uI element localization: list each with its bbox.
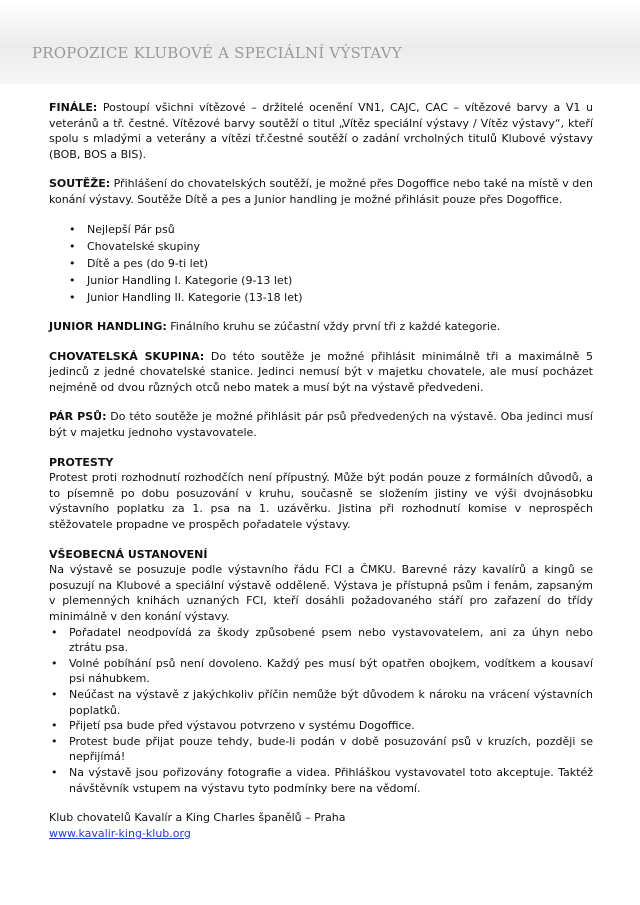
par-paragraph: [49, 409, 593, 440]
junior-paragraph: [49, 319, 593, 335]
list-item: • Přijetí psa bude před výstavou potvrzeno v systému Dogoffice.: [49, 718, 593, 734]
club-website-link[interactable]: www.kavalir-king-klub.org: [49, 826, 191, 840]
souteze-paragraph: [49, 176, 593, 207]
par-label: PÁR PSŮ:: [49, 410, 107, 424]
finale-paragraph: [49, 100, 593, 162]
finale-label: FINÁLE:: [49, 101, 98, 114]
finale-text: Postoupí všichni vítězové – držitelé ocenění VN1, CAJC, CAC – vítězové barvy a V1 u veteránů a tř. čestné. Vítězové barvy soutěží o titul „Vítěz speciální výstavy / Vítěz výstavy“, kteří spolu s mladými a veterány a vítězi tř.čestné soutěží o zadání vrcholných titulů Klubové výstavy (BOB, BOS a BIS).: [49, 101, 593, 161]
ustanoveni-heading: VŠEOBECNÁ USTANOVENÍ: [49, 547, 208, 561]
club-name: Klub chovatelů Kavalír a King Charles španělů – Praha: [49, 811, 346, 825]
ustanoveni-text: Na výstavě se posuzuje podle výstavního řádu FCI a ČMKU. Barevné rázy kavalírů a kingů se posuzují na Klubové a speciální výstavě odděleně. Výstava je přístupná psům i fenám, zapsaným v plemenných knihách uznaných FCI, kteří dosáhli požadovaného stáří pro zařazení do třídy minimálně v den konání výstavy.: [49, 563, 593, 623]
list-item: • Na výstavě jsou pořizovány fotografie a videa. Přihláškou vystavovatel toto akceptuje. Taktéž návštěvník vstupem na výstavu tyto podmínky bere na vědomí.: [49, 765, 593, 796]
document-body: [49, 100, 593, 841]
list-item: • Dítě a pes (do 9-ti let): [69, 256, 593, 272]
list-item: • Neúčast na výstavě z jakýchkoliv příčin nemůže být důvodem k nároku na vrácení výstavních poplatků.: [49, 687, 593, 718]
list-item: • Protest bude přijat pouze tehdy, bude-li podán v době posuzování psů v kruzích, později se nepřijímá!: [49, 734, 593, 765]
junior-text: Finálního kruhu se zúčastní vždy první tři z každé kategorie.: [166, 320, 501, 334]
list-item: • Nejlepší Pár psů: [69, 222, 593, 238]
competition-list: [49, 222, 593, 306]
rules-list: [49, 625, 593, 797]
list-item: • Chovatelské skupiny: [69, 239, 593, 255]
skupina-label: CHOVATELSKÁ SKUPINA:: [49, 349, 205, 363]
page-title: PROPOZICE KLUBOVÉ A SPECIÁLNÍ VÝSTAVY: [32, 44, 402, 62]
list-item: • Junior Handling II. Kategorie (13-18 let): [69, 290, 593, 306]
list-item: • Volné pobíhání psů není dovoleno. Každý pes musí být opatřen obojkem, vodítkem a kousaví psi náhubkem.: [49, 656, 593, 687]
protesty-text: Protest proti rozhodnutí rozhodčích není přípustný. Může být podán pouze z formálních důvodů, a to písemně po dobu posuzování v kruhu, současně se složením jistiny ve výši dvojnásobku výstavního poplatku za 1. psa na 1. uzávěrku. Jistina při rozhodnutí komise v neprospěch stěžovatele propadne ve prospěch pořadatele výstavy.: [49, 471, 593, 532]
souteze-label: SOUTĚŽE:: [49, 177, 111, 191]
par-text: Do této soutěže je možné přihlásit pár psů předvedených na výstavě. Oba jedinci musí být v majetku jednoho vystavovatele.: [49, 410, 593, 440]
protesty-heading: PROTESTY: [49, 455, 114, 469]
list-item: • Pořadatel neodpovídá za škody způsobené psem nebo vystavovatelem, ani za úhyn nebo ztrátu psa.: [49, 625, 593, 656]
skupina-text: Do této soutěže je možné přihlásit minimálně tři a maximálně 5 jedinců z jedné chovatelské stanice. Jedinci nemusí být v majetku chovatele, ale musí pocházet nejméně od dvou různých otců nebo matek a musí být na výstavě předvedeni.: [49, 349, 593, 394]
souteze-text: Přihlášení do chovatelských soutěží, je možné přes Dogoffice nebo také na místě v den konání výstavy. Soutěže Dítě a pes a Junior handling je možné přihlásit pouze přes Dogoffice.: [49, 177, 594, 206]
header-band: [0, 0, 640, 84]
junior-label: JUNIOR HANDLING:: [49, 320, 167, 334]
skupina-paragraph: [49, 349, 593, 396]
list-item: • Junior Handling I. Kategorie (9-13 let): [69, 273, 593, 289]
